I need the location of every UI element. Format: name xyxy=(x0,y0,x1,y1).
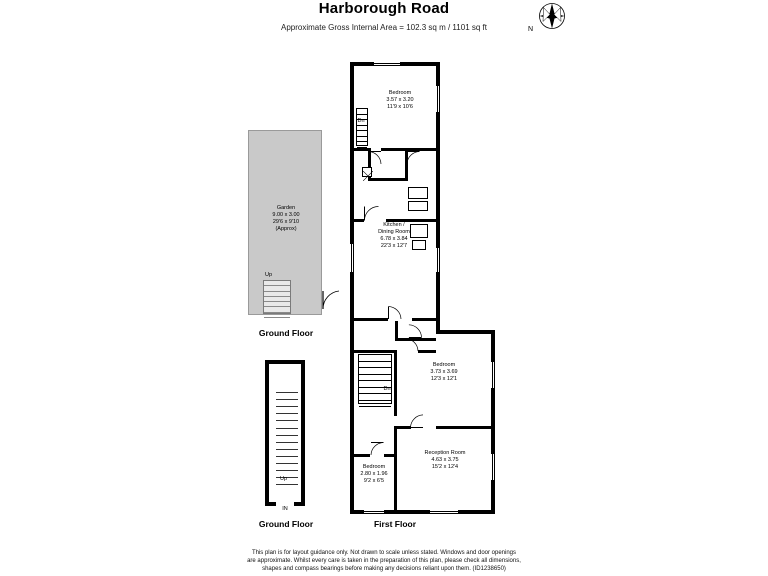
garden-note: (Approx) xyxy=(275,226,297,232)
disclaimer xyxy=(0,549,768,573)
room-name: Kitchen / xyxy=(383,222,405,228)
caption-first-floor: First Floor xyxy=(373,519,417,529)
door-icon-bedroom-mid xyxy=(410,414,424,428)
compass-star-icon xyxy=(527,2,573,42)
room-metric: 3.73 x 3.69 xyxy=(430,369,458,375)
room-name: Bedroom xyxy=(362,464,386,470)
garden-label xyxy=(249,205,323,233)
area-subtitle: Approximate Gross Internal Area = 102.3 sq m / 1101 sq ft xyxy=(281,23,487,32)
caption-ground-floor-garden: Ground Floor xyxy=(258,328,314,338)
bath-fixture xyxy=(362,167,372,177)
room-metric: 2.80 x 1.96 xyxy=(360,471,388,477)
garden-imperial: 29'6 x 9'10 xyxy=(272,219,300,225)
first-floor-stairs xyxy=(358,354,392,404)
entry-hall xyxy=(265,360,305,506)
garden-metric: 9.00 x 3.00 xyxy=(272,212,300,218)
disclaimer-line-3: shapes and compass bearings before making any decisions reliant upon them. (ID1238650) xyxy=(262,566,506,572)
door-icon-landing xyxy=(405,338,419,352)
door-icon-corridor-lower xyxy=(408,324,422,338)
room-imperial: 9'2 x 6'5 xyxy=(363,478,385,484)
garden-stairs xyxy=(263,280,291,314)
stairs-label-bedroom-top: Dn xyxy=(357,118,365,124)
room-imperial: 11'9 x 10'6 xyxy=(387,104,413,110)
room-label-reception xyxy=(410,450,480,471)
room-imperial: 22'3 x 12'7 xyxy=(380,243,408,249)
entry-stairs-label: Up xyxy=(280,476,288,482)
caption-ground-floor-entry: Ground Floor xyxy=(258,519,314,529)
top-bedroom-stairs xyxy=(356,108,368,146)
door-icon-bedroom-top xyxy=(368,151,382,165)
room-label-kitchen-dining xyxy=(364,222,424,250)
compass-north-label: N xyxy=(528,26,534,33)
garden-door-icon xyxy=(322,288,342,310)
kitchen-fixture xyxy=(408,187,428,199)
door-icon-bathroom xyxy=(406,151,420,165)
entry-stairs xyxy=(276,386,298,472)
stairs-label-bedroom-mid: Dn xyxy=(383,386,391,392)
door-icon-kitchen xyxy=(364,206,380,221)
room-name-2: Dining Room xyxy=(378,229,410,235)
room-metric: 3.57 x 3.20 xyxy=(386,97,414,103)
door-icon-bedroom-small xyxy=(370,442,384,456)
room-label-bedroom-small xyxy=(354,464,394,485)
room-name: Bedroom xyxy=(432,362,456,368)
room-imperial: 15'2 x 12'4 xyxy=(431,464,459,470)
garden-name: Garden xyxy=(276,205,296,211)
first-floor-plan xyxy=(350,62,495,514)
garden-area xyxy=(248,130,322,315)
garden-stairs-label: Up xyxy=(265,272,273,278)
entry-in-label: IN xyxy=(282,506,288,512)
kitchen-fixture-2 xyxy=(408,201,428,211)
disclaimer-line-2: are approximate. Whilst every care is taken in the preparation of this plan, please check all dimensions, xyxy=(247,558,521,564)
room-name: Reception Room xyxy=(424,450,466,456)
room-imperial: 12'3 x 12'1 xyxy=(430,376,458,382)
door-icon-corridor-upper xyxy=(388,306,402,320)
room-name: Bedroom xyxy=(388,90,412,96)
page-title: Harborough Road xyxy=(318,0,450,17)
room-label-bedroom-top xyxy=(370,90,430,111)
room-metric: 4.63 x 3.75 xyxy=(431,457,459,463)
room-metric: 6.78 x 3.84 xyxy=(380,236,408,242)
disclaimer-line-1: This plan is for layout guidance only. Not drawn to scale unless stated. Windows and door openings xyxy=(251,550,517,556)
room-label-bedroom-mid xyxy=(412,362,476,383)
